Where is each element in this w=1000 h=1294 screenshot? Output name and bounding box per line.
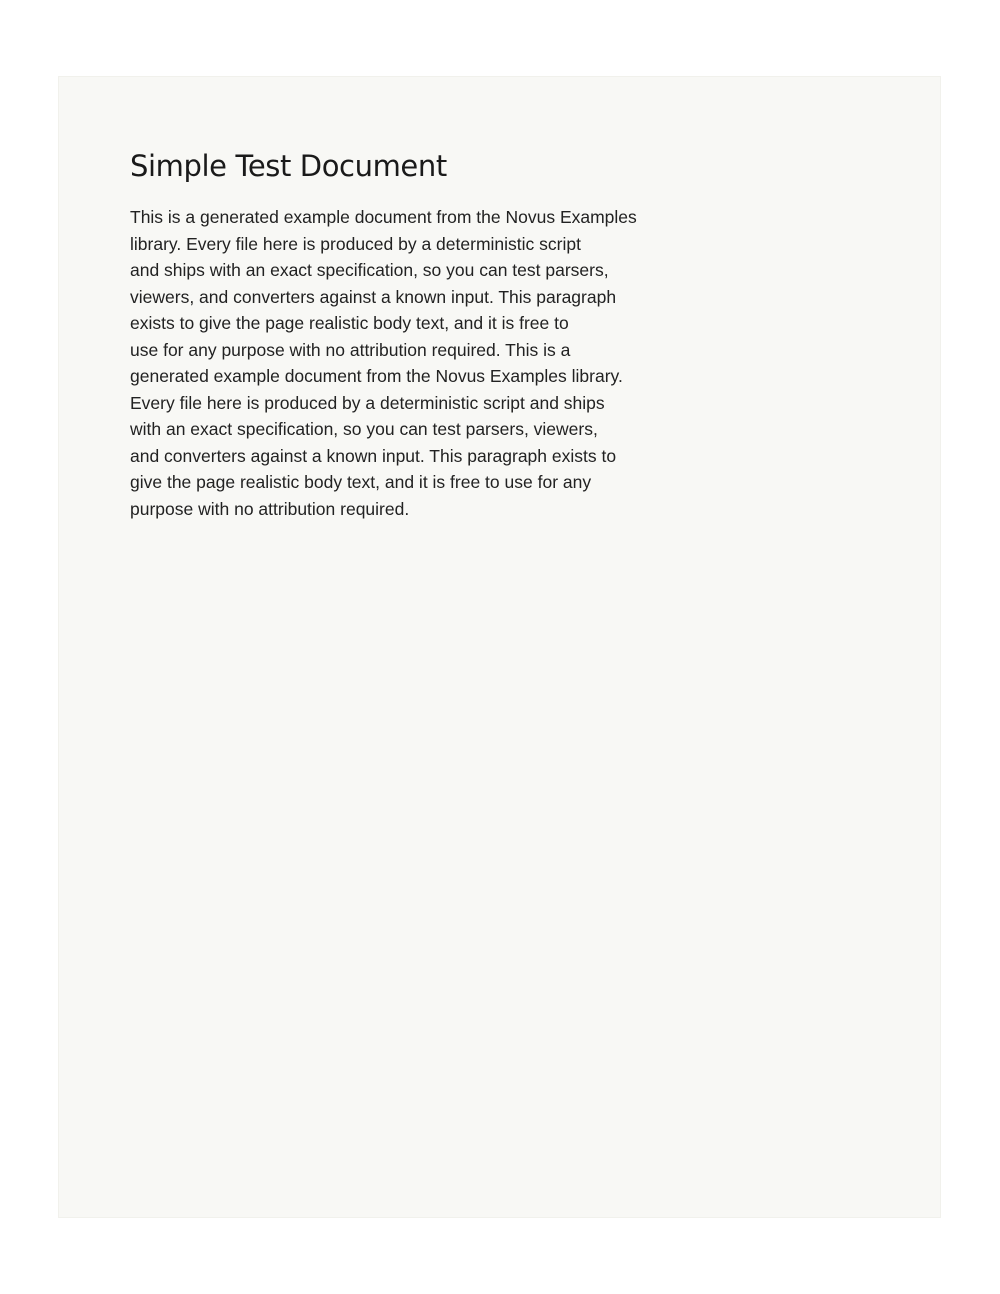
document-content [130,148,700,522]
document-page [58,76,941,1218]
body-line: purpose with no attribution required. [130,498,410,519]
body-line: give the page realistic body text, and it is free to use for any [130,472,592,492]
body-line: generated example document from the Novus Examples library. [130,366,623,386]
body-line: and ships with an exact specification, so you can test parsers, [130,260,609,280]
body-paragraph [130,204,700,522]
body-line: exists to give the page realistic body text, and it is free to [130,313,569,333]
document-title: Simple Test Document [130,149,447,183]
body-line: Every file here is produced by a deterministic script and ships [130,392,605,413]
body-line: viewers, and converters against a known input. This paragraph [130,286,617,307]
body-line: with an exact specification, so you can test parsers, viewers, [130,419,598,439]
body-line: and converters against a known input. This paragraph exists to [130,445,617,466]
body-line: This is a generated example document from the Novus Examples [130,207,637,227]
body-line: use for any purpose with no attribution required. This is a [130,339,571,360]
body-line: library. Every file here is produced by a deterministic script [130,233,581,254]
